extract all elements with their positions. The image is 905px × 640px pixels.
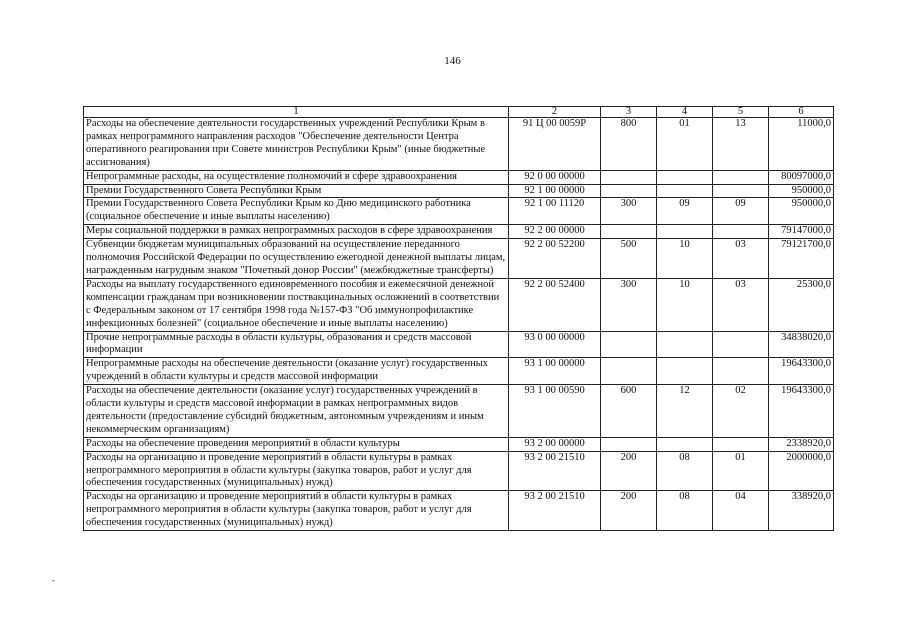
row-code-cell: 93 1 00 00000 [509, 358, 601, 385]
table-body [84, 118, 834, 531]
row-code-cell: 93 0 00 00000 [509, 331, 601, 358]
row-name-cell: Расходы на обеспечение проведения мероприятий в области культуры [84, 437, 509, 451]
row-name-cell: Расходы на организацию и проведение мероприятий в области культуры в рамках непрограммного мероприятия в области культуры (закупка товаров, работ и услуг для обеспечения государственных (муниципальных) нужд) [84, 491, 509, 531]
row-code-cell: 93 1 00 00590 [509, 385, 601, 438]
row-type-cell [601, 437, 657, 451]
row-amount-cell: 79121700,0 [769, 239, 834, 279]
row-section-cell: 12 [657, 385, 713, 438]
row-name-cell: Субвенции бюджетам муниципальных образований на осуществление переданного полномочия Российской Федерации по осуществлению ежегодной денежной выплаты лицам, награжденным нагрудным знаком "Почетный донор России" (межбюджетные трансферты) [84, 239, 509, 279]
col-header-3: 3 [601, 107, 657, 118]
table-row [84, 118, 834, 171]
row-section-cell [657, 170, 713, 184]
row-section-cell: 08 [657, 491, 713, 531]
row-subsection-cell [713, 437, 769, 451]
row-name-cell: Расходы на организацию и проведение мероприятий в области культуры в рамках непрограммного мероприятия в области культуры (закупка товаров, работ и услуг для обеспечения государственных (муниципальных) нужд) [84, 451, 509, 491]
row-section-cell: 01 [657, 118, 713, 171]
row-subsection-cell: 03 [713, 239, 769, 279]
row-section-cell [657, 184, 713, 198]
row-subsection-cell [713, 358, 769, 385]
row-name-cell: Непрограммные расходы, на осуществление полномочий в сфере здравоохранения [84, 170, 509, 184]
row-name-cell: Меры социальной поддержки в рамках непрограммных расходов в сфере здравоохранения [84, 225, 509, 239]
row-amount-cell: 19643300,0 [769, 385, 834, 438]
row-amount-cell: 19643300,0 [769, 358, 834, 385]
row-amount-cell: 25300,0 [769, 278, 834, 331]
col-header-6: 6 [769, 107, 834, 118]
stray-mark: - [52, 576, 55, 585]
row-type-cell [601, 225, 657, 239]
row-type-cell [601, 331, 657, 358]
row-name-cell: Премии Государственного Совета Республики Крым ко Дню медицинского работника (социальное обеспечение и иные выплаты населению) [84, 198, 509, 225]
col-header-2: 2 [509, 107, 601, 118]
row-subsection-cell [713, 225, 769, 239]
table-row [84, 385, 834, 438]
row-name-cell: Прочие непрограммные расходы в области культуры, образования и средств массовой информации [84, 331, 509, 358]
row-subsection-cell: 01 [713, 451, 769, 491]
row-name-cell: Расходы на обеспечение деятельности (оказание услуг) государственных учреждений в области культуры и средств массовой информации в рамках непрограммных видов деятельности (предоставление субсидий бюджетным, автономным учреждениям и иным некоммерческим организациям) [84, 385, 509, 438]
page-number: 146 [444, 55, 461, 67]
row-subsection-cell: 04 [713, 491, 769, 531]
row-amount-cell: 34838020,0 [769, 331, 834, 358]
row-amount-cell: 80097000,0 [769, 170, 834, 184]
row-code-cell: 93 2 00 00000 [509, 437, 601, 451]
table-row [84, 437, 834, 451]
row-subsection-cell [713, 170, 769, 184]
header-row [84, 107, 834, 118]
row-section-cell: 10 [657, 239, 713, 279]
table-row [84, 198, 834, 225]
table-row [84, 331, 834, 358]
table-row [84, 184, 834, 198]
row-code-cell: 92 0 00 00000 [509, 170, 601, 184]
row-subsection-cell: 02 [713, 385, 769, 438]
row-section-cell [657, 331, 713, 358]
table-row [84, 491, 834, 531]
row-amount-cell: 950000,0 [769, 198, 834, 225]
table-row [84, 239, 834, 279]
row-name-cell: Непрограммные расходы на обеспечение деятельности (оказание услуг) государственных учреждений в области культуры и средств массовой информации [84, 358, 509, 385]
col-header-4: 4 [657, 107, 713, 118]
row-type-cell [601, 358, 657, 385]
row-name-cell: Расходы на обеспечение деятельности государственных учреждений Республики Крым в рамках непрограммного направления расходов "Обеспечение деятельности Центра оперативного реагирования при Совете министров Республики Крым" (иные бюджетные ассигнования) [84, 118, 509, 171]
row-code-cell: 93 2 00 21510 [509, 491, 601, 531]
row-type-cell: 300 [601, 198, 657, 225]
table-row [84, 358, 834, 385]
row-type-cell: 600 [601, 385, 657, 438]
row-code-cell: 92 2 00 52400 [509, 278, 601, 331]
row-type-cell: 500 [601, 239, 657, 279]
row-code-cell: 93 2 00 21510 [509, 451, 601, 491]
row-code-cell: 91 Ц 00 0059Р [509, 118, 601, 171]
row-subsection-cell: 03 [713, 278, 769, 331]
row-amount-cell: 2338920,0 [769, 437, 834, 451]
row-subsection-cell [713, 331, 769, 358]
table-row [84, 451, 834, 491]
row-name-cell: Премии Государственного Совета Республики Крым [84, 184, 509, 198]
row-subsection-cell: 09 [713, 198, 769, 225]
row-section-cell [657, 358, 713, 385]
row-section-cell [657, 225, 713, 239]
row-code-cell: 92 2 00 00000 [509, 225, 601, 239]
row-name-cell: Расходы на выплату государственного единовременного пособия и ежемесячной денежной компенсации гражданам при возникновении поствакцинальных осложнений в соответствии с Федеральным законом от 17 сентября 1998 года №157-ФЗ "Об иммунопрофилактике инфекционных болезней" (социальное обеспечение и иные выплаты населению) [84, 278, 509, 331]
row-amount-cell: 2000000,0 [769, 451, 834, 491]
table-row [84, 225, 834, 239]
row-type-cell [601, 184, 657, 198]
row-section-cell: 09 [657, 198, 713, 225]
row-subsection-cell [713, 184, 769, 198]
row-code-cell: 92 2 00 52200 [509, 239, 601, 279]
row-type-cell: 200 [601, 491, 657, 531]
row-amount-cell: 11000,0 [769, 118, 834, 171]
row-section-cell: 10 [657, 278, 713, 331]
row-type-cell: 200 [601, 451, 657, 491]
row-section-cell [657, 437, 713, 451]
table-row [84, 170, 834, 184]
budget-table [83, 106, 834, 531]
row-type-cell: 800 [601, 118, 657, 171]
row-amount-cell: 79147000,0 [769, 225, 834, 239]
row-section-cell: 08 [657, 451, 713, 491]
row-subsection-cell: 13 [713, 118, 769, 171]
col-header-1: 1 [84, 107, 509, 118]
row-type-cell [601, 170, 657, 184]
col-header-5: 5 [713, 107, 769, 118]
row-code-cell: 92 1 00 11120 [509, 198, 601, 225]
row-type-cell: 300 [601, 278, 657, 331]
row-code-cell: 92 1 00 00000 [509, 184, 601, 198]
table-row [84, 278, 834, 331]
row-amount-cell: 338920,0 [769, 491, 834, 531]
row-amount-cell: 950000,0 [769, 184, 834, 198]
